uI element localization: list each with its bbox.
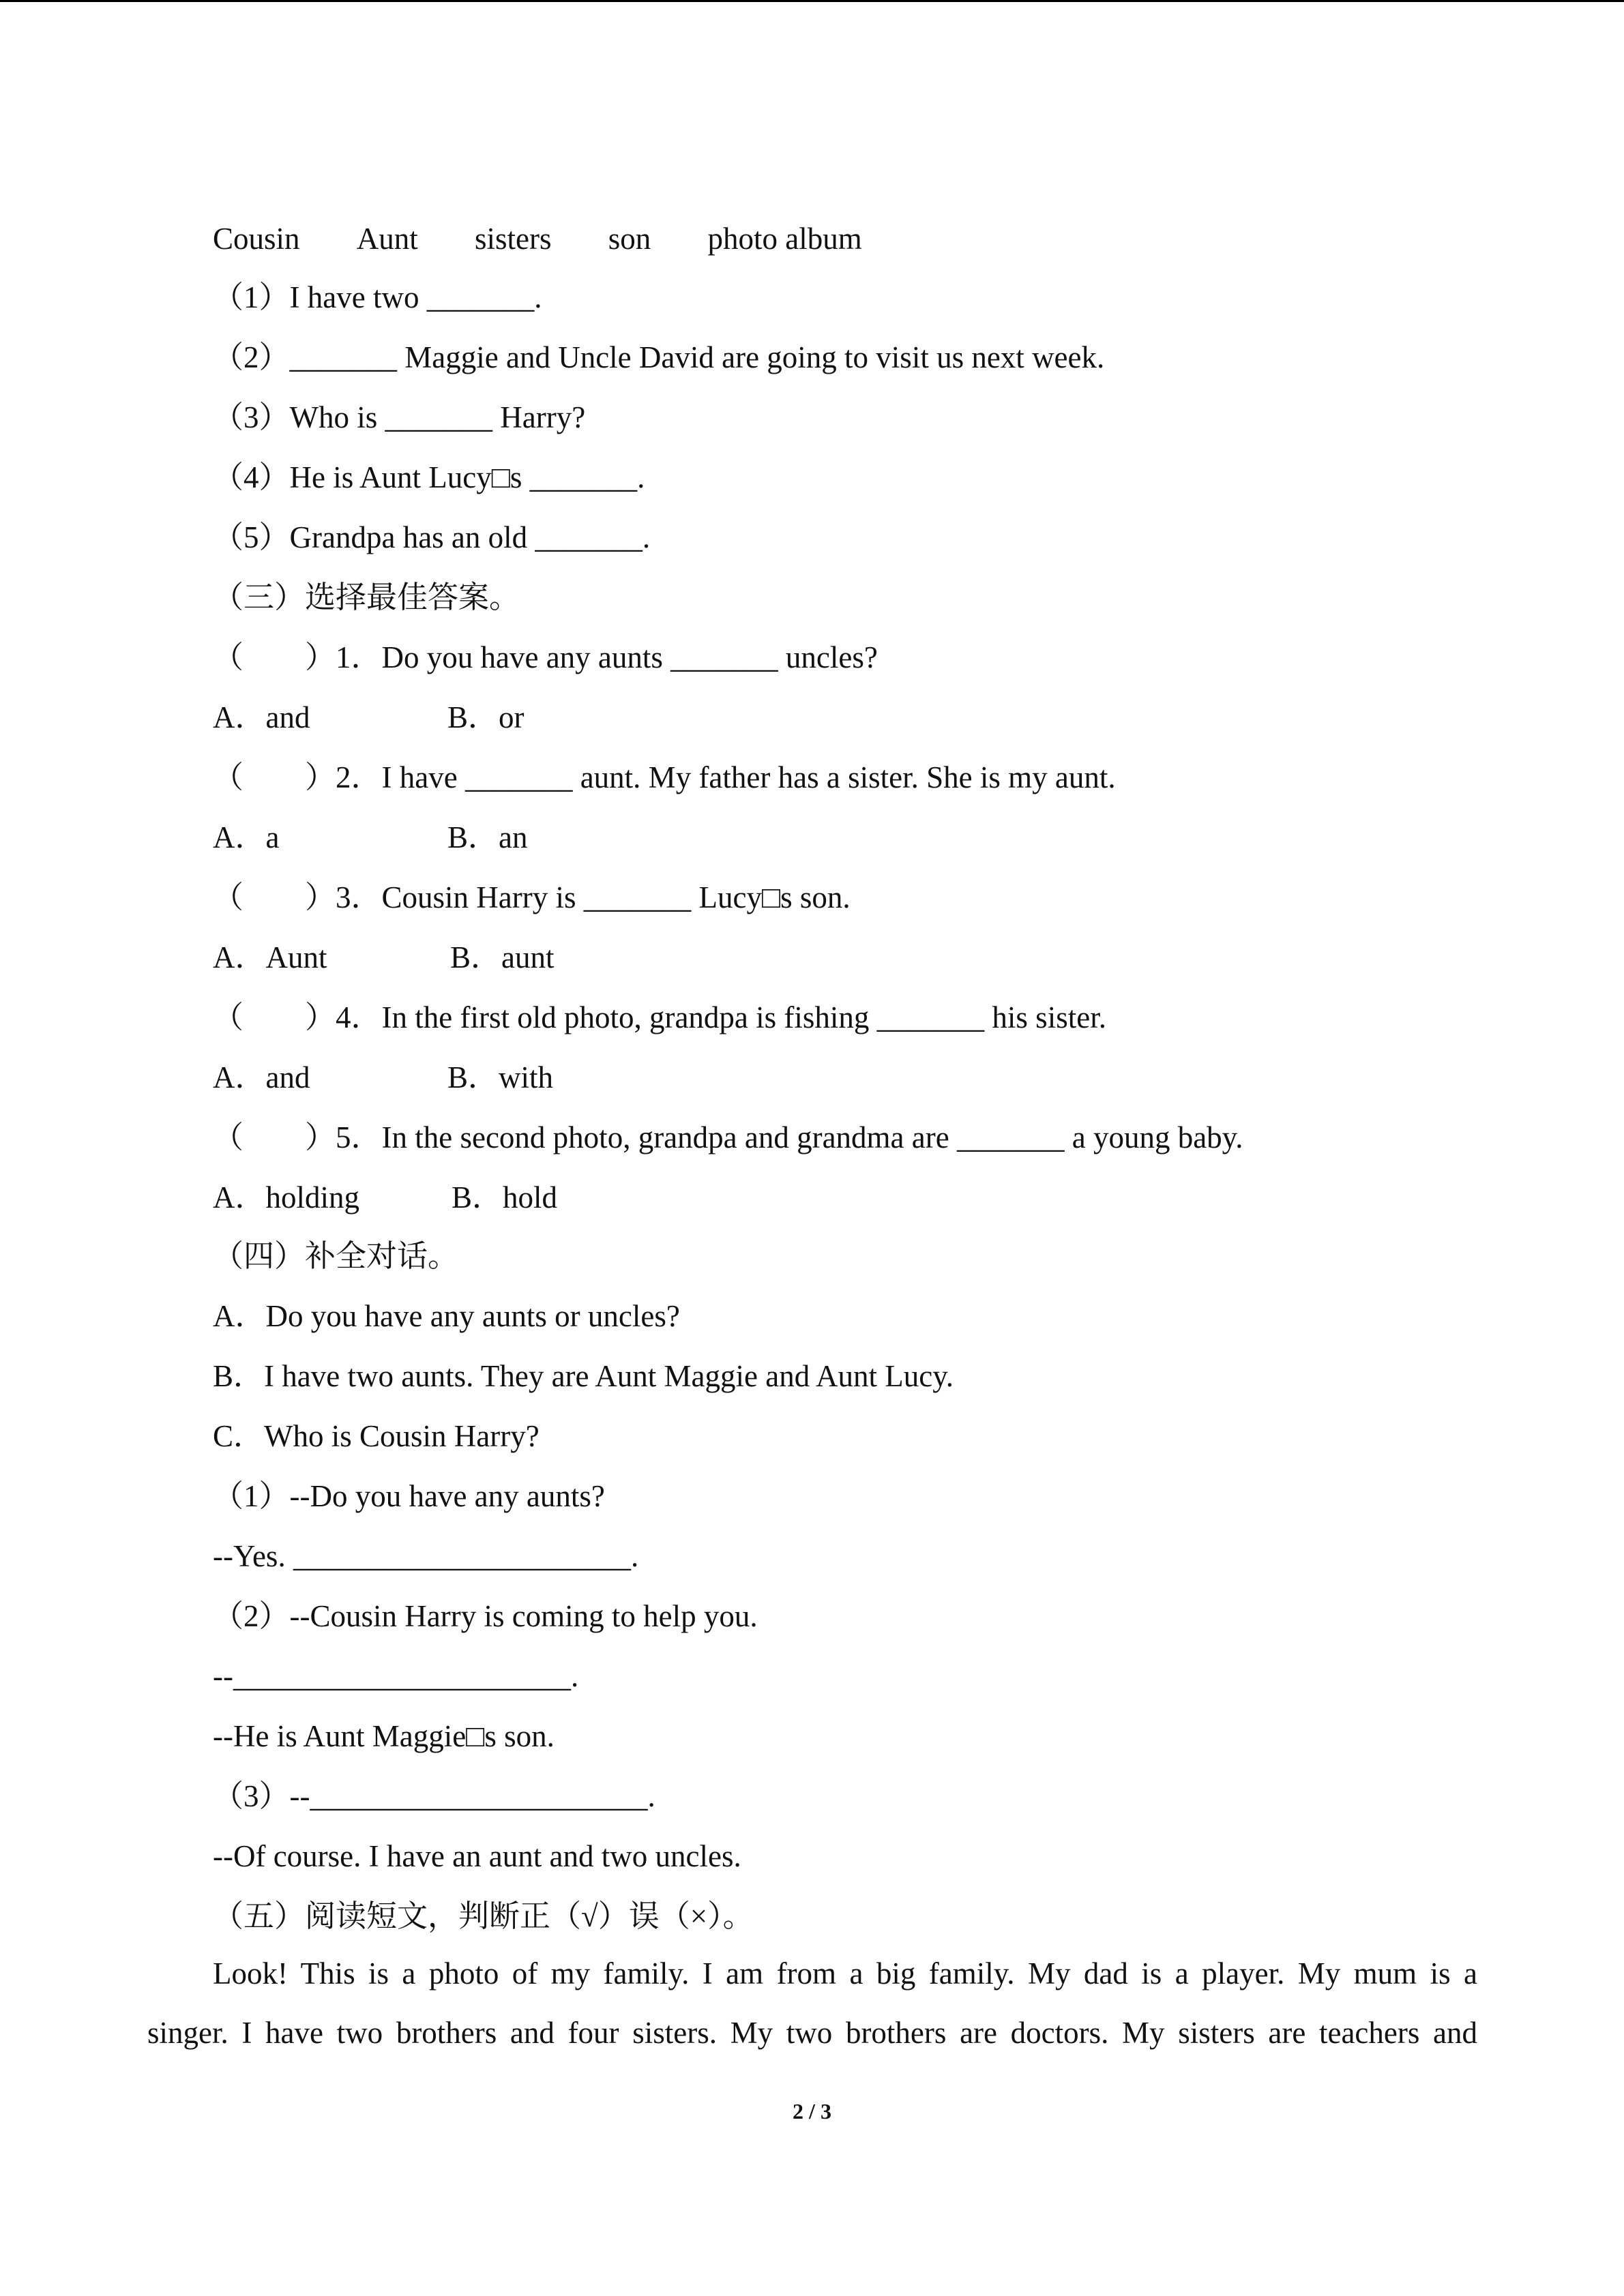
item-text: .	[534, 280, 542, 314]
dialog-q3[interactable]: （3）--______________________.	[213, 1779, 655, 1813]
answer-blank: _______	[956, 1120, 1065, 1154]
item-text: I have two	[289, 280, 427, 314]
answer-blank: _______	[876, 1000, 985, 1034]
dialog-option-b: B．I have two aunts. They are Aunt Maggie and Aunt Lucy.	[213, 1359, 954, 1393]
question-text: In the first old photo, grandpa is fishing	[381, 1000, 877, 1034]
question-text: his sister.	[984, 1000, 1106, 1034]
answer-paren[interactable]: （ ）5．	[213, 1120, 382, 1154]
section-3-title: （三）选择最佳答案。	[213, 580, 520, 614]
dialog-a1[interactable]: --Yes. ______________________.	[213, 1539, 639, 1573]
item-text: .	[642, 520, 651, 554]
item-text: Maggie and Uncle David are going to visit us next week.	[397, 340, 1105, 374]
dialog-a2[interactable]: --______________________.	[213, 1659, 579, 1693]
answer-blank[interactable]: _______	[529, 460, 638, 494]
item-number: （2）	[213, 340, 290, 374]
mc-question	[213, 637, 878, 678]
option-a[interactable]: A．a	[213, 820, 280, 854]
mc-options	[213, 1177, 557, 1218]
fill-in-item	[213, 277, 542, 318]
word-bank	[213, 218, 862, 259]
dialog-a3: --Of course. I have an aunt and two uncles.	[213, 1839, 741, 1873]
option-b[interactable]: B．an	[447, 820, 528, 854]
option-b[interactable]: B．with	[447, 1060, 554, 1094]
answer-blank: _______	[583, 880, 692, 914]
dialog-option-c: C．Who is Cousin Harry?	[213, 1419, 540, 1453]
mc-question	[213, 877, 851, 918]
item-text: He is Aunt Lucy□s	[289, 460, 530, 494]
answer-blank[interactable]: _______	[426, 280, 535, 314]
question-text: I have	[381, 760, 465, 794]
dialog-a2b: --He is Aunt Maggie□s son.	[213, 1719, 555, 1753]
question-text: uncles?	[778, 640, 878, 674]
answer-paren[interactable]: （ ）3．	[213, 880, 382, 914]
item-number: （5）	[213, 520, 290, 554]
option-b[interactable]: B．or	[447, 700, 525, 734]
item-text: Grandpa has an old	[289, 520, 535, 554]
mc-options	[213, 1057, 553, 1098]
option-b[interactable]: B．aunt	[450, 940, 555, 974]
option-a[interactable]: A．Aunt	[213, 940, 327, 974]
mc-question	[213, 997, 1106, 1038]
word-bank-item: photo album	[707, 222, 862, 256]
answer-paren[interactable]: （ ）4．	[213, 1000, 382, 1034]
option-a[interactable]: A．and	[213, 700, 310, 734]
page-top-border	[0, 0, 1624, 2]
word-bank-item: Cousin	[213, 222, 300, 256]
passage-line-1: Look! This is a photo of my family. I am from a big family. My dad is a player. My mum is a	[213, 1956, 1477, 1991]
option-a[interactable]: A．and	[213, 1060, 310, 1094]
item-number: （1）	[213, 280, 290, 314]
question-text: Do you have any aunts	[381, 640, 671, 674]
question-text: aunt. My father has a sister. She is my aunt.	[572, 760, 1116, 794]
page-number: 2 / 3	[793, 2099, 831, 2123]
option-b[interactable]: B．hold	[452, 1180, 558, 1214]
section-5-title: （五）阅读短文，判断正（√）误（×）。	[213, 1899, 754, 1933]
item-number: （3）	[213, 400, 290, 434]
answer-blank[interactable]: _______	[289, 340, 398, 374]
answer-blank[interactable]: _______	[385, 400, 493, 434]
word-bank-item: sisters	[475, 222, 552, 256]
answer-paren[interactable]: （ ）2．	[213, 760, 382, 794]
dialog-q1: （1）--Do you have any aunts?	[213, 1479, 605, 1513]
question-text: Cousin Harry is	[381, 880, 584, 914]
section-4-title: （四）补全对话。	[213, 1239, 459, 1273]
question-text: a young baby.	[1064, 1120, 1243, 1154]
dialog-option-a: A．Do you have any aunts or uncles?	[213, 1299, 680, 1333]
question-text: In the second photo, grandpa and grandma are	[381, 1120, 957, 1154]
word-bank-item: son	[608, 222, 651, 256]
item-text: Harry?	[492, 400, 586, 434]
mc-options	[213, 937, 555, 978]
mc-options	[213, 697, 525, 738]
item-number: （4）	[213, 460, 290, 494]
word-bank-item: Aunt	[356, 222, 418, 256]
item-text: .	[637, 460, 645, 494]
fill-in-item	[213, 337, 1104, 378]
answer-blank[interactable]: _______	[535, 520, 643, 554]
fill-in-item	[213, 397, 585, 438]
answer-blank: _______	[464, 760, 573, 794]
answer-blank: _______	[670, 640, 778, 674]
answer-paren[interactable]: （ ）1．	[213, 640, 382, 674]
item-text: Who is	[289, 400, 385, 434]
mc-question	[213, 757, 1116, 798]
fill-in-item	[213, 517, 650, 558]
passage-line-2: singer. I have two brothers and four sisters. My two brothers are doctors. My sisters are teachers and	[147, 2016, 1477, 2050]
mc-options	[213, 817, 528, 858]
dialog-q2: （2）--Cousin Harry is coming to help you.	[213, 1599, 758, 1633]
mc-question	[213, 1117, 1243, 1158]
question-text: Lucy□s son.	[691, 880, 851, 914]
fill-in-item	[213, 457, 645, 498]
option-a[interactable]: A．holding	[213, 1180, 360, 1214]
